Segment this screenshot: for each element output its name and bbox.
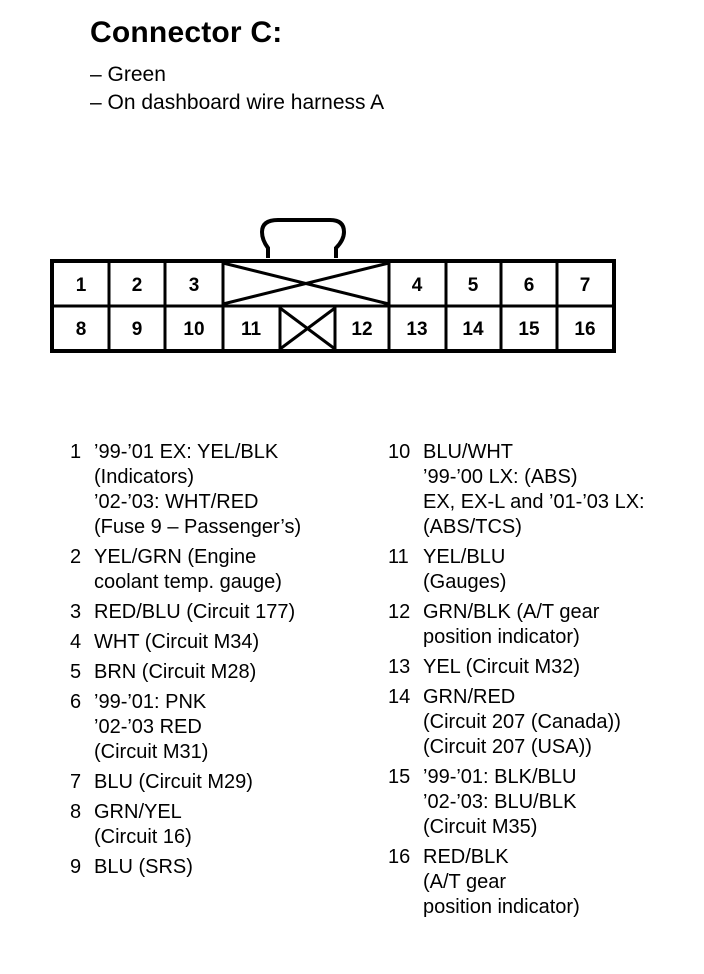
connector-latch bbox=[262, 220, 344, 258]
pin-label: 8 bbox=[75, 319, 87, 340]
pin-number: 6 bbox=[70, 691, 82, 713]
pin-label: 15 bbox=[518, 319, 540, 340]
pin-description-line: ’02-’03: WHT/RED bbox=[94, 491, 259, 513]
pin-legend-entry bbox=[388, 685, 704, 760]
pin-number: 2 bbox=[70, 546, 82, 568]
pin-description-line: ’02-’03: BLU/BLK bbox=[423, 791, 577, 813]
pin-legend-entry bbox=[70, 855, 390, 880]
pin-description-line: ’99-’01 EX: YEL/BLK bbox=[94, 441, 279, 463]
pin-legend-entry bbox=[388, 655, 704, 680]
pin-legend-left bbox=[70, 440, 390, 885]
pin-description-line: GRN/BLK (A/T gear bbox=[423, 601, 600, 623]
connector-color: – Green bbox=[90, 63, 166, 86]
pin-description-line: BRN (Circuit M28) bbox=[94, 661, 257, 683]
pin-number: 15 bbox=[388, 766, 411, 788]
pin-description-line: (Circuit 207 (USA)) bbox=[423, 736, 592, 758]
pin-description-line: RED/BLU (Circuit 177) bbox=[94, 601, 296, 623]
pin-description-line: RED/BLK bbox=[423, 846, 509, 868]
pin-number: 3 bbox=[70, 601, 82, 623]
connector-diagram bbox=[0, 0, 704, 400]
empty-cavity-bottom bbox=[280, 308, 335, 349]
pin-description-line: ’99-’00 LX: (ABS) bbox=[423, 466, 578, 488]
pin-number: 1 bbox=[70, 441, 82, 463]
pin-description-line: (A/T gear bbox=[423, 871, 506, 893]
pin-description-line: GRN/RED bbox=[423, 686, 516, 708]
pin-label: 2 bbox=[131, 275, 143, 296]
pin-description-line: ’99-’01: BLK/BLU bbox=[423, 766, 577, 788]
connector-title: Connector C: bbox=[90, 16, 283, 49]
pin-legend-entry bbox=[388, 845, 704, 920]
pin-label: 6 bbox=[523, 275, 535, 296]
pin-number: 7 bbox=[70, 771, 82, 793]
pin-description-line: (Circuit 207 (Canada)) bbox=[423, 711, 621, 733]
pin-description-line: (Circuit M31) bbox=[94, 741, 209, 763]
pin-number: 9 bbox=[70, 856, 82, 878]
pin-label: 16 bbox=[574, 319, 596, 340]
pin-legend-entry bbox=[70, 690, 390, 765]
pin-legend-entry bbox=[70, 800, 390, 850]
pin-description-line: BLU (Circuit M29) bbox=[94, 771, 253, 793]
empty-cavity-top bbox=[223, 263, 389, 304]
pin-label: 1 bbox=[75, 275, 87, 296]
pin-description-line: position indicator) bbox=[423, 896, 580, 918]
pin-legend-entry bbox=[70, 545, 390, 595]
pin-legend-right bbox=[388, 440, 704, 925]
pin-legend-entry bbox=[388, 545, 704, 595]
pin-legend-entry bbox=[388, 765, 704, 840]
pin-legend-entry bbox=[70, 630, 390, 655]
pin-number: 4 bbox=[70, 631, 82, 653]
pin-description-line: YEL/GRN (Engine bbox=[94, 546, 257, 568]
pin-description-line: EX, EX-L and ’01-’03 LX: bbox=[423, 491, 645, 513]
pin-label: 14 bbox=[462, 319, 484, 340]
pin-description-line: GRN/YEL bbox=[94, 801, 182, 823]
pin-label: 9 bbox=[131, 319, 143, 340]
pin-number: 16 bbox=[388, 846, 411, 868]
pin-label: 5 bbox=[467, 275, 479, 296]
pin-description-line: WHT (Circuit M34) bbox=[94, 631, 260, 653]
pin-description-line: position indicator) bbox=[423, 626, 580, 648]
pin-description-line: (Fuse 9 – Passenger’s) bbox=[94, 516, 302, 538]
pin-description-line: (Circuit M35) bbox=[423, 816, 538, 838]
pin-label: 3 bbox=[188, 275, 200, 296]
pin-legend-entry bbox=[70, 600, 390, 625]
pin-number: 11 bbox=[388, 546, 409, 568]
pin-description-line: ’02-’03 RED bbox=[94, 716, 202, 738]
pin-description-line: YEL/BLU bbox=[423, 546, 506, 568]
pin-description-line: YEL (Circuit M32) bbox=[423, 656, 581, 678]
pin-number: 5 bbox=[70, 661, 82, 683]
pin-description-line: (Circuit 16) bbox=[94, 826, 192, 848]
pin-description-line: BLU (SRS) bbox=[94, 856, 193, 878]
pin-description-line: coolant temp. gauge) bbox=[94, 571, 282, 593]
pin-number: 8 bbox=[70, 801, 82, 823]
pin-description-line: ’99-’01: PNK bbox=[94, 691, 207, 713]
pin-description-line: (ABS/TCS) bbox=[423, 516, 522, 538]
connector-location: – On dashboard wire harness A bbox=[90, 91, 385, 114]
pin-description-line: (Gauges) bbox=[423, 571, 507, 593]
pin-label: 13 bbox=[406, 319, 428, 340]
pin-label: 10 bbox=[183, 319, 205, 340]
pin-legend-entry bbox=[388, 600, 704, 650]
pin-description-line: BLU/WHT bbox=[423, 441, 513, 463]
pin-label: 4 bbox=[411, 275, 423, 296]
pin-label: 7 bbox=[579, 275, 591, 296]
pin-number: 14 bbox=[388, 686, 411, 708]
pin-number: 13 bbox=[388, 656, 411, 678]
pin-number: 12 bbox=[388, 601, 411, 623]
pin-legend-entry bbox=[70, 660, 390, 685]
pin-number: 10 bbox=[388, 441, 411, 463]
pin-legend-entry bbox=[388, 440, 704, 540]
pin-legend-entry bbox=[70, 770, 390, 795]
pin-description-line: (Indicators) bbox=[94, 466, 195, 488]
pin-label: 12 bbox=[351, 319, 373, 340]
pin-label: 11 bbox=[240, 319, 262, 340]
pin-legend-entry bbox=[70, 440, 390, 540]
